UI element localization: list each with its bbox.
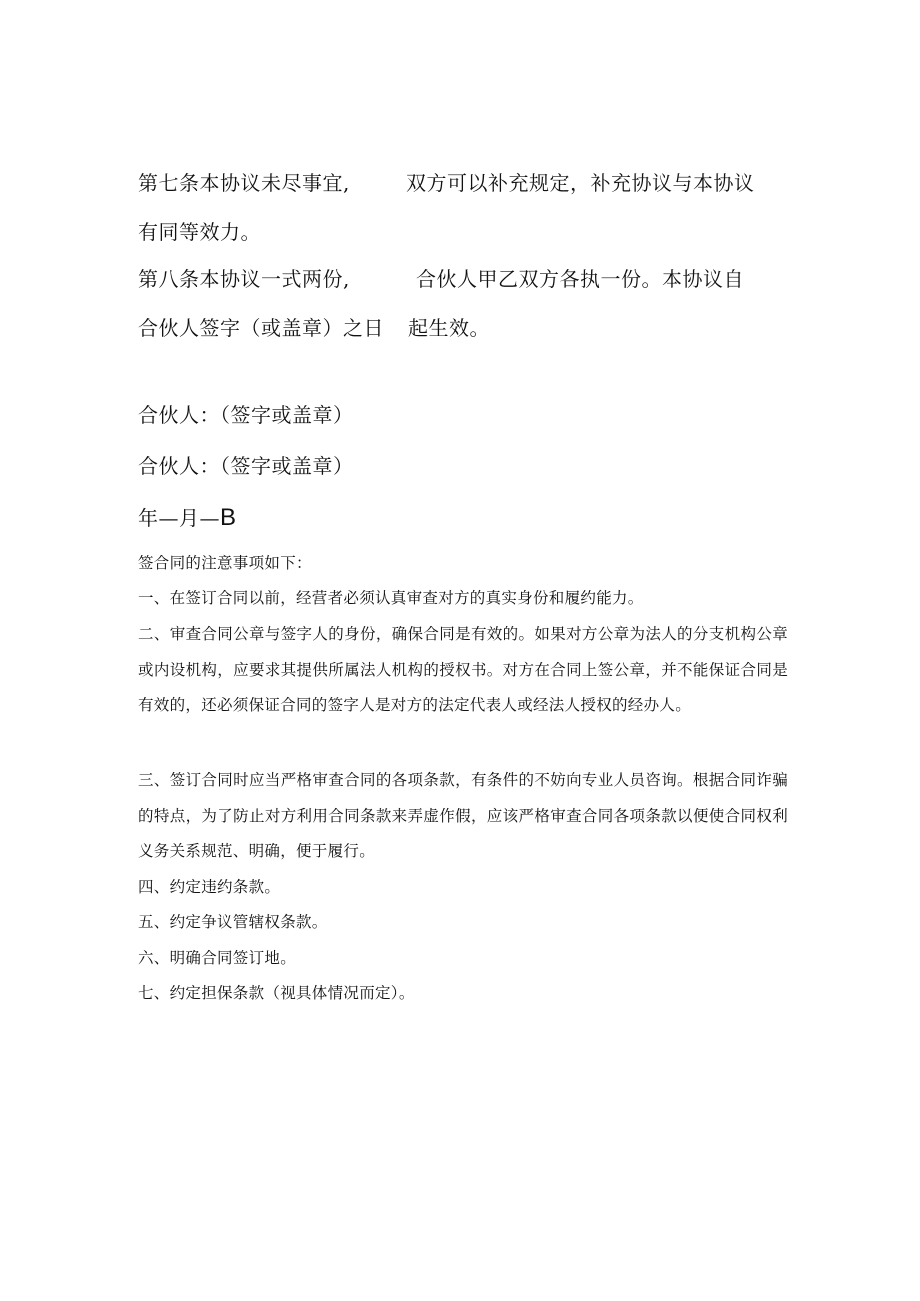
article-7-line-1-part-1: 第七条本协议未尽事宜,: [138, 171, 350, 195]
date-line-text: 年—月—: [138, 506, 220, 530]
date-line-letter: B: [220, 504, 237, 531]
note-item-5: 五、约定争议管辖权条款。: [138, 913, 328, 931]
article-8-line-2-part-2: 起生效。: [408, 316, 490, 340]
article-7-line-1-part-2: 双方可以补充规定，补充协议与本协议: [406, 171, 755, 195]
partner-signature-1: 合伙人：（签字或盖章）: [138, 403, 354, 427]
article-8-line-2-part-1: 合伙人签字（或盖章）之日: [138, 316, 384, 340]
note-item-4: 四、约定违约条款。: [138, 878, 281, 896]
note-item-2: 二、审查合同公章与签字人的身份，确保合同是有效的。如果对方公章为法人的分支机构公章或内设机构，应要求其提供所属法人机构的授权书。对方在合同上签公章，并不能保证合同是有效的，还必须保证合同的签字人是对方的法定代表人或经法人授权的经办人。: [138, 625, 788, 714]
note-item-3: 三、签订合同时应当严格审查合同的各项条款，有条件的不妨向专业人员咨询。根据合同诈骗的特点，为了防止对方利用合同条款来弄虚作假，应该严格审查合同各项条款以便使合同权利义务关系规范、明确，便于履行。: [138, 771, 788, 860]
note-item-7: 七、约定担保条款（视具体情况而定）。: [138, 984, 415, 1002]
date-line: [138, 506, 237, 530]
article-7-line-2: 有同等效力。: [138, 220, 261, 244]
article-8-line-1-part-2: 合伙人甲乙双方各执一份。本协议自: [416, 267, 744, 291]
partner-signature-2: 合伙人：（签字或盖章）: [138, 454, 354, 478]
notes-heading: 签合同的注意事项如下：: [138, 554, 312, 572]
article-8-line-1-part-1: 第八条本协议一式两份,: [138, 267, 350, 291]
note-item-6: 六、明确合同签订地。: [138, 949, 297, 967]
note-item-1: 一、在签订合同以前，经营者必须认真审查对方的真实身份和履约能力。: [138, 589, 644, 607]
